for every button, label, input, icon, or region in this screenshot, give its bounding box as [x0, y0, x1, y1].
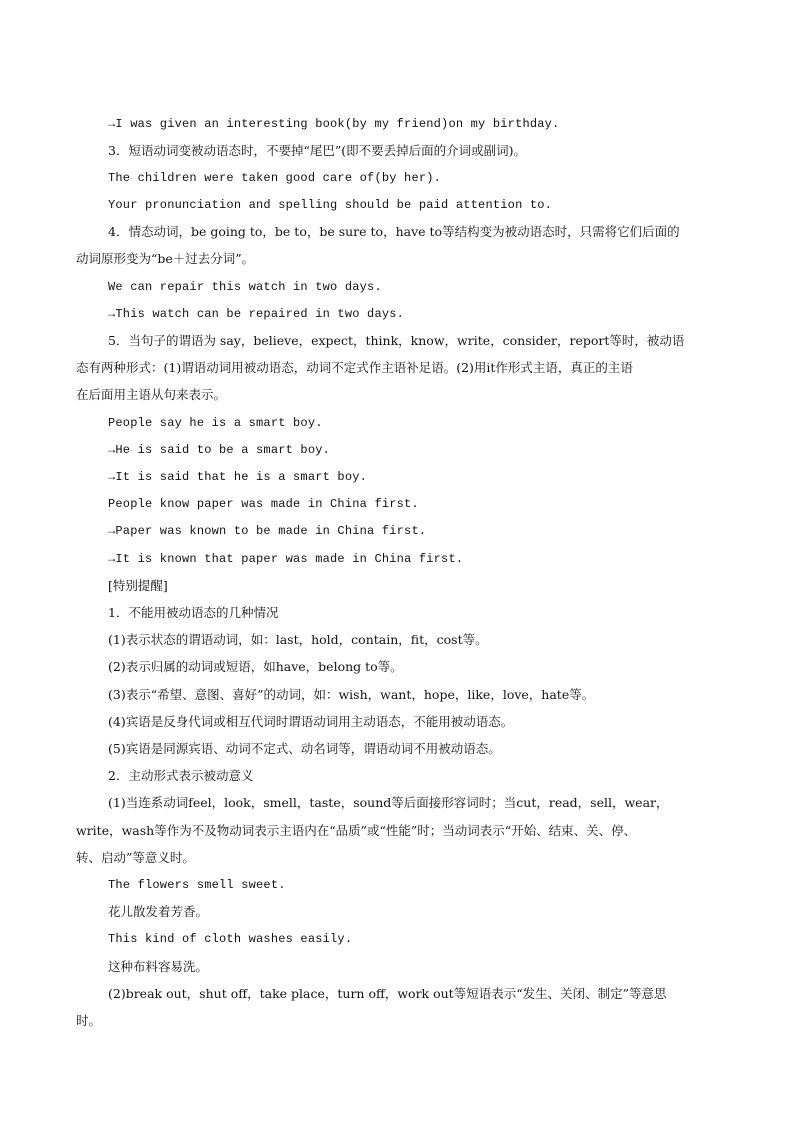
example-line: →It is known that paper was made in China first. [108, 552, 464, 566]
example-line: We can repair this watch in two days. [108, 280, 382, 294]
list-item: (1)当连系动词feel，look，smell，taste，sound等后面接形容词时；当cut，read，sell，wear， [108, 795, 669, 810]
paragraph-line: 时。 [76, 1013, 102, 1028]
paragraph-line: write，wash等作为不及物动词表示主语内在“品质”或“性能”时；当动词表示“开始、结束、关、停、 [76, 823, 637, 838]
rule-heading: 3．短语动词变被动语态时，不要掉“尾巴”(即不要丢掉后面的介词或副词)。 [108, 143, 526, 158]
paragraph-line: 转、启动”等意义时。 [76, 850, 195, 865]
rule-heading: 1．不能用被动语态的几种情况 [108, 605, 279, 620]
example-line: The flowers smell sweet. [108, 878, 286, 892]
example-line: →Paper was known to be made in China first. [108, 524, 427, 538]
example-line: People know paper was made in China first. [108, 497, 419, 511]
example-line: →This watch can be repaired in two days. [108, 307, 405, 321]
translation-line: 这种布料容易洗。 [108, 959, 209, 974]
paragraph-line: 动词原形变为“be＋过去分词”。 [76, 251, 255, 266]
paragraph-line: 在后面用主语从句来表示。 [76, 387, 227, 402]
translation-line: 花儿散发着芳香。 [108, 904, 209, 919]
list-item: (5)宾语是同源宾语、动词不定式、动名词等，谓语动词不用被动语态。 [108, 741, 501, 756]
list-item: (1)表示状态的谓语动词，如：last，hold，contain，fit，cost等。 [108, 632, 488, 647]
example-line: The children were taken good care of(by her). [108, 171, 442, 185]
example-line: →He is said to be a smart boy. [108, 443, 331, 457]
example-line: People say he is a smart boy. [108, 416, 323, 430]
example-line: →I was given an interesting book(by my friend)on my birthday. [108, 117, 560, 131]
example-line: →It is said that he is a smart boy. [108, 470, 368, 484]
rule-heading: 5．当句子的谓语为 say，believe，expect，think，know，write，consider，report等时，被动语 [108, 333, 685, 348]
example-line: Your pronunciation and spelling should be paid attention to. [108, 198, 553, 212]
list-item: (2)表示归属的动词或短语，如have，belong to等。 [108, 659, 403, 674]
rule-heading: 2．主动形式表示被动意义 [108, 768, 254, 783]
paragraph-line: 态有两种形式：(1)谓语动词用被动语态，动词不定式作主语补足语。(2)用it作形式主语，真正的主语 [76, 360, 633, 375]
list-item: (4)宾语是反身代词或相互代词时谓语动词用主动语态，不能用被动语态。 [108, 714, 514, 729]
list-item: (2)break out，shut off，take place，turn off，work out等短语表示“发生、关闭、制定”等意思 [108, 986, 667, 1001]
example-line: This kind of cloth washes easily. [108, 932, 353, 946]
section-heading: [特别提醒] [108, 578, 168, 593]
rule-heading: 4．情态动词，be going to，be to，be sure to，have to等结构变为被动语态时，只需将它们后面的 [108, 224, 680, 239]
list-item: (3)表示“希望、意图、喜好”的动词，如：wish，want，hope，like，love，hate等。 [108, 687, 595, 702]
